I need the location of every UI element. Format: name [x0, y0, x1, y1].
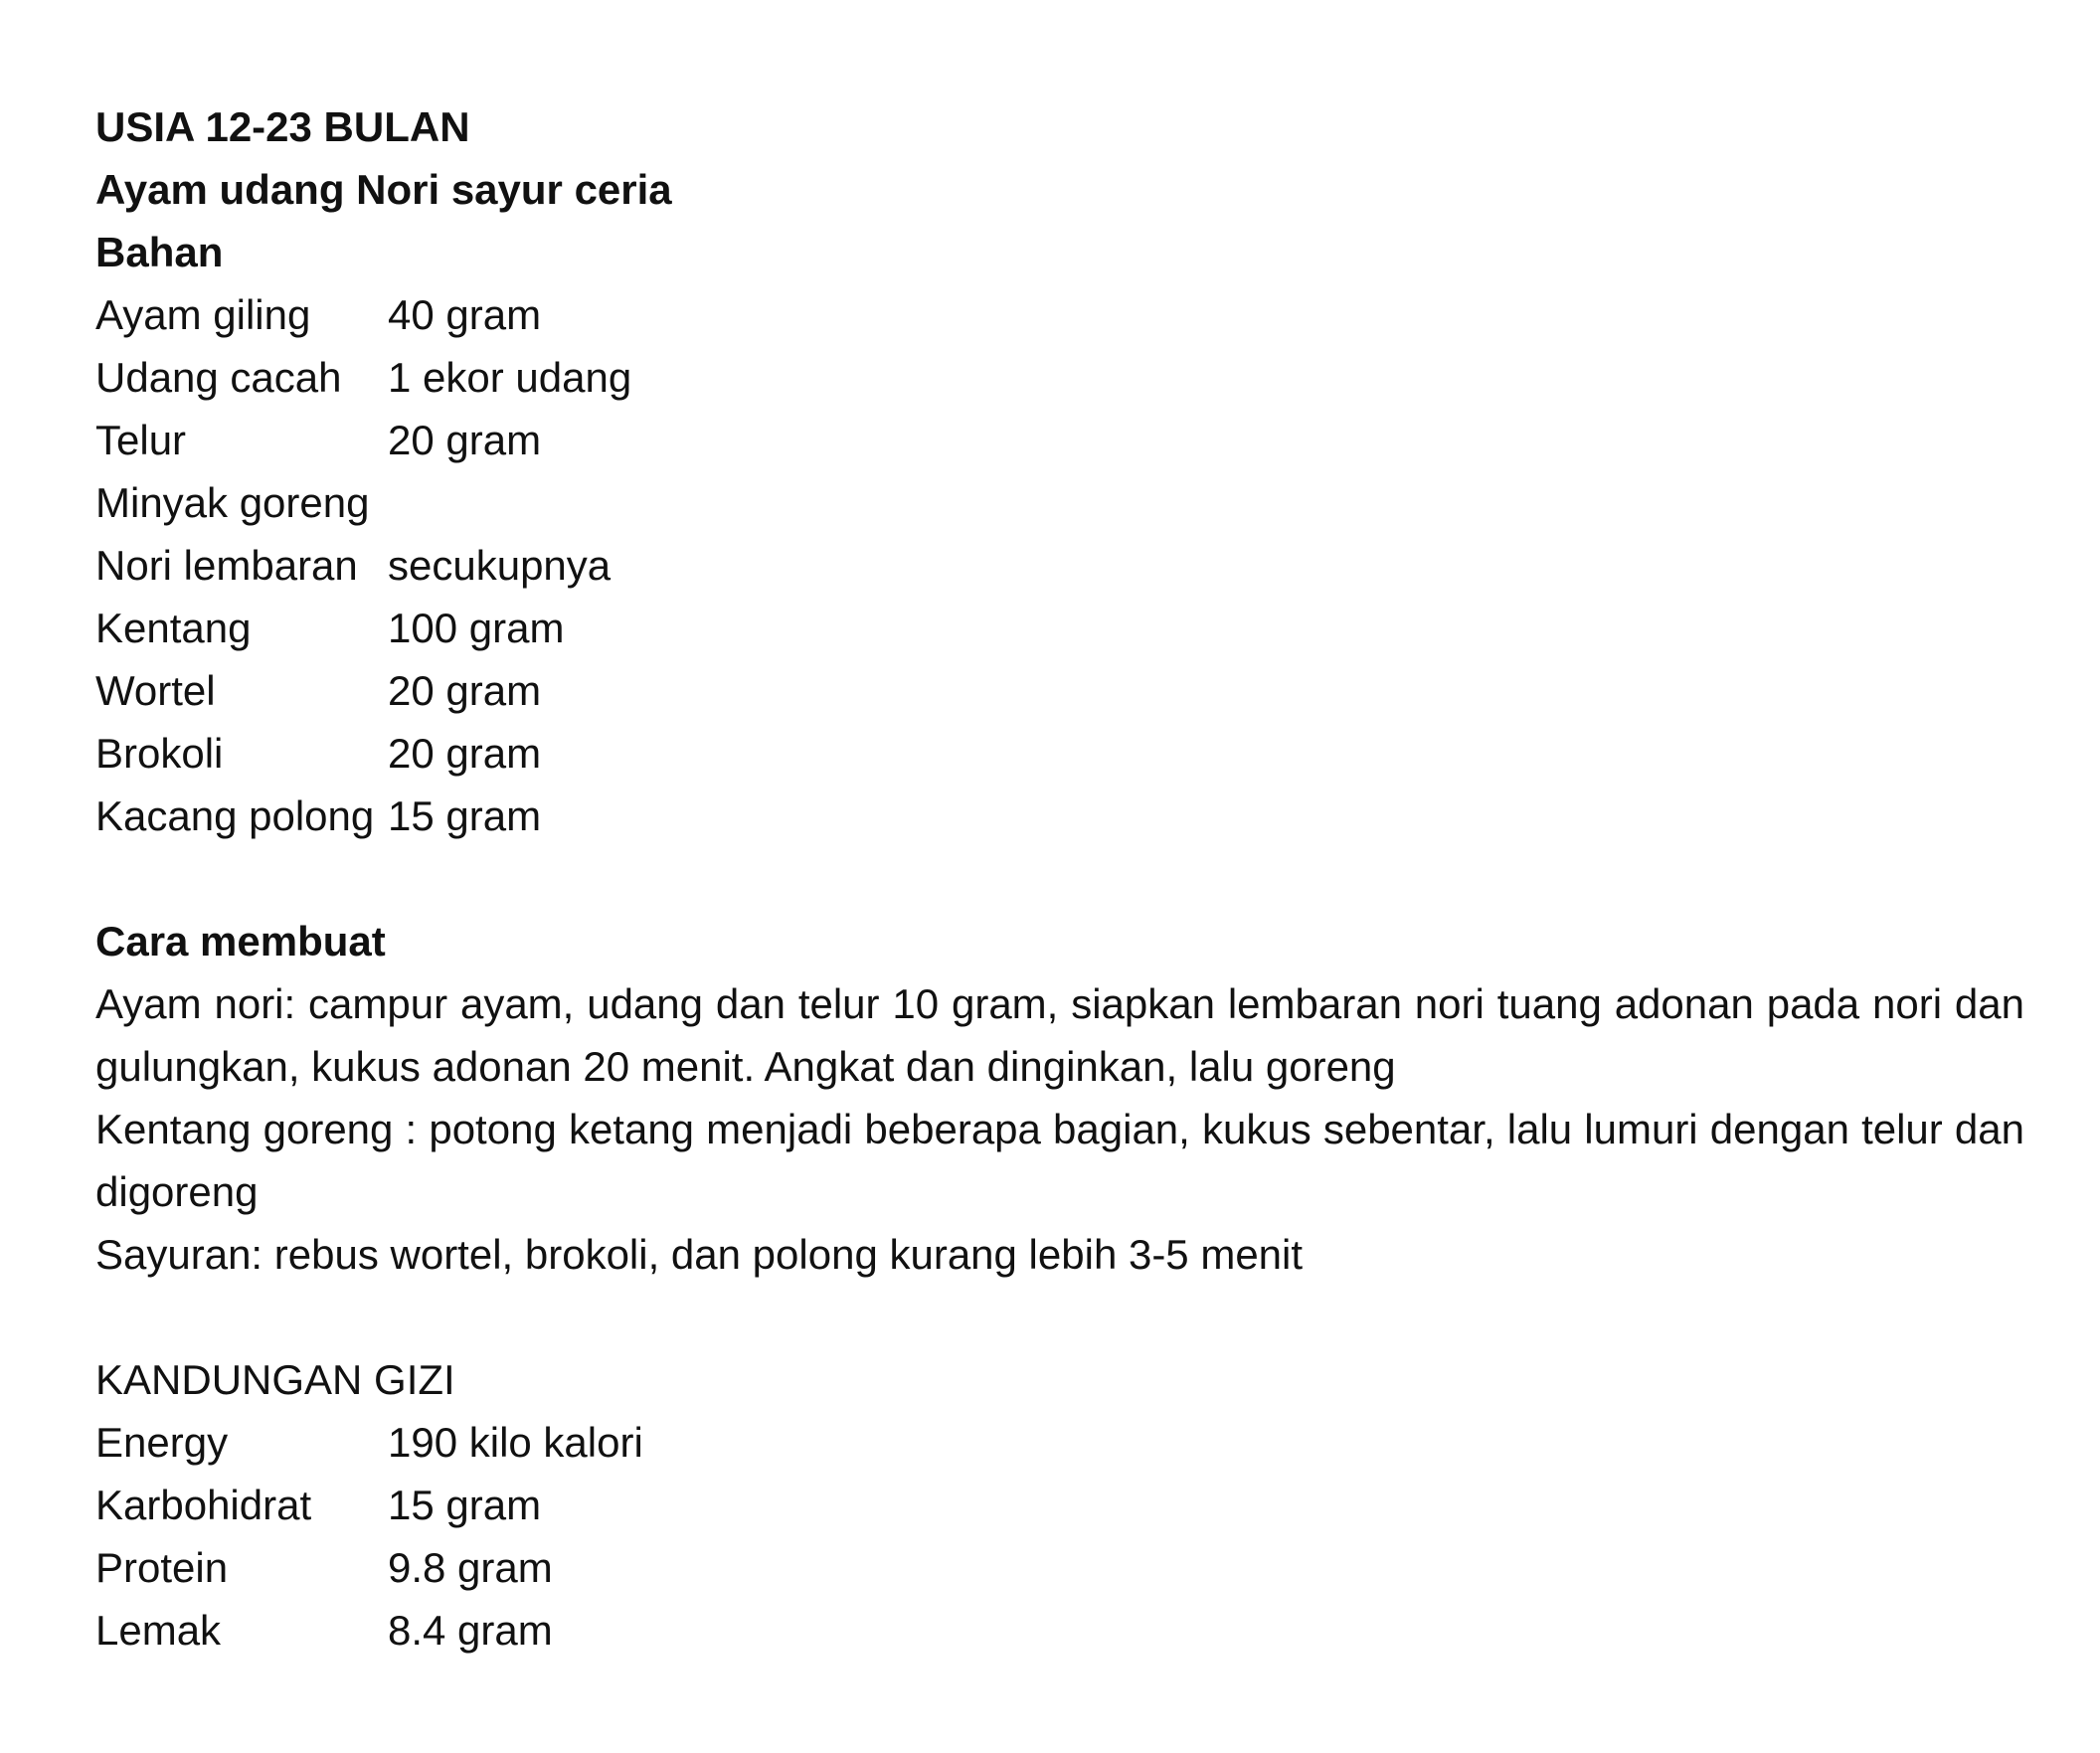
- ingredient-row: [95, 471, 2024, 534]
- ingredient-amount: 20 gram: [388, 667, 542, 714]
- ingredient-row: [95, 409, 2024, 471]
- recipe-document: [95, 95, 2024, 1662]
- ingredient-amount: secukupnya: [388, 542, 612, 589]
- method-heading: Cara membuat: [95, 918, 386, 964]
- nutrition-row: [95, 1599, 2024, 1662]
- nutrient-name: Energy: [95, 1419, 229, 1466]
- method-step: Kentang goreng : potong ketang menjadi beberapa bagian, kukus sebentar, lalu lumuri dengan telur dan digoreng: [95, 1106, 2024, 1215]
- ingredient-row: [95, 283, 2024, 346]
- nutrition-list: [95, 1411, 2024, 1662]
- ingredient-row: [95, 534, 2024, 597]
- ingredient-amount: 15 gram: [388, 792, 542, 839]
- spacer: [95, 847, 2024, 910]
- nutrient-amount: 15 gram: [388, 1482, 542, 1528]
- nutrition-heading: KANDUNGAN GIZI: [95, 1356, 455, 1403]
- ingredient-name: Telur: [95, 417, 187, 463]
- nutrition-row: [95, 1411, 2024, 1474]
- ingredient-amount: 100 gram: [388, 605, 565, 651]
- ingredient-name: Nori lembaran: [95, 542, 358, 589]
- nutrient-name: Lemak: [95, 1607, 222, 1654]
- method-step: Ayam nori: campur ayam, udang dan telur 10 gram, siapkan lembaran nori tuang adonan pada nori dan gulungkan, kukus adonan 20 menit. Angkat dan dinginkan, lalu goreng: [95, 980, 2024, 1090]
- ingredients-list: [95, 283, 2024, 847]
- nutrient-amount: 9.8 gram: [388, 1544, 553, 1591]
- nutrient-amount: 190 kilo kalori: [388, 1419, 643, 1466]
- nutrient-amount: 8.4 gram: [388, 1607, 553, 1654]
- ingredient-name: Wortel: [95, 667, 216, 714]
- ingredient-row: [95, 597, 2024, 659]
- ingredient-amount: 40 gram: [388, 291, 542, 338]
- recipe-title: Ayam udang Nori sayur ceria: [95, 166, 672, 213]
- nutrient-name: Protein: [95, 1544, 229, 1591]
- ingredient-amount: 20 gram: [388, 730, 542, 777]
- ingredient-row: [95, 785, 2024, 847]
- nutrient-name: Karbohidrat: [95, 1482, 312, 1528]
- nutrition-row: [95, 1536, 2024, 1599]
- ingredient-name: Brokoli: [95, 730, 224, 777]
- ingredient-name: Udang cacah: [95, 354, 342, 401]
- ingredients-heading: Bahan: [95, 229, 224, 275]
- ingredient-amount: 20 gram: [388, 417, 542, 463]
- method-step: Sayuran: rebus wortel, brokoli, dan polong kurang lebih 3-5 menit: [95, 1231, 1304, 1278]
- ingredient-amount: [388, 471, 2024, 534]
- ingredient-name: Kacang polong: [95, 792, 375, 839]
- age-heading: USIA 12-23 BULAN: [95, 103, 470, 150]
- nutrition-row: [95, 1474, 2024, 1536]
- ingredient-row: [95, 659, 2024, 722]
- ingredient-name: Kentang: [95, 605, 252, 651]
- ingredient-row: [95, 722, 2024, 785]
- spacer: [95, 1286, 2024, 1348]
- ingredient-name: Minyak goreng: [95, 479, 370, 526]
- ingredient-name: Ayam giling: [95, 291, 311, 338]
- ingredient-row: [95, 346, 2024, 409]
- ingredient-amount: 1 ekor udang: [388, 354, 632, 401]
